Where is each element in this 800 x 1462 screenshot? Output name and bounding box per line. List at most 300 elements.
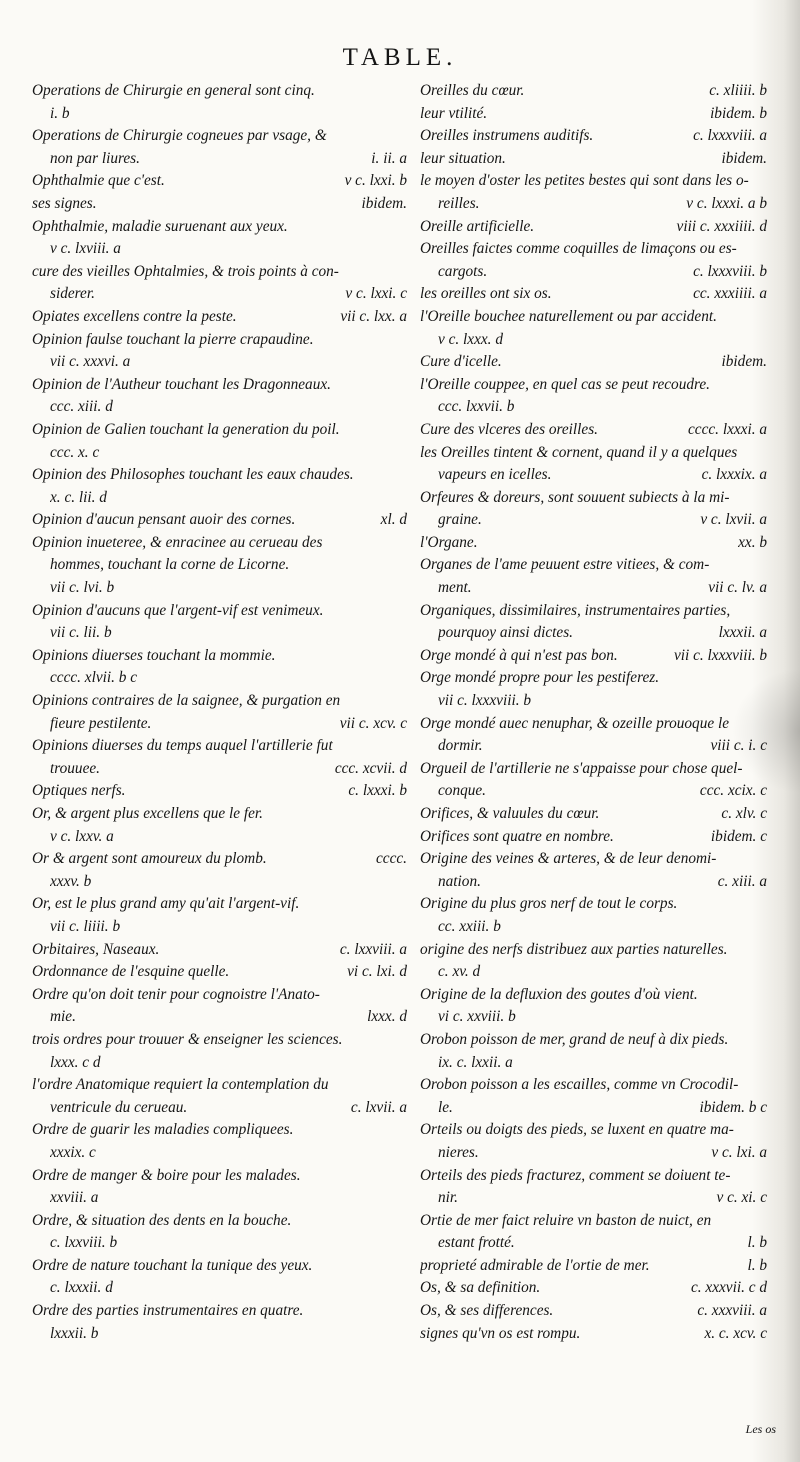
entry-text: siderer. — [50, 285, 95, 303]
entry-text: Oreilles faictes comme coquilles de limaçons ou es- — [420, 240, 737, 258]
entry-line — [32, 690, 407, 713]
entry-line — [32, 758, 407, 781]
entry-text: reilles. — [438, 194, 480, 212]
entry-line — [32, 780, 407, 803]
index-entry — [32, 939, 407, 962]
index-entry — [420, 893, 767, 938]
entry-text: les Oreilles tintent & cornent, quand il y a quelques — [420, 443, 738, 461]
entry-text: Ordre de guarir les maladies compliquees. — [32, 1121, 294, 1139]
entry-text: xxxv. b — [50, 872, 92, 890]
index-entry — [420, 103, 767, 126]
page-reference: ccc. xcvii. d — [334, 759, 407, 777]
page-reference: c. lxxviii. a — [339, 940, 407, 958]
catchword: Les os — [745, 1422, 776, 1436]
page-reference: c. xiii. a — [717, 872, 767, 890]
entry-text: Orge mondé propre pour les pestiferez. — [420, 669, 660, 687]
index-entry — [32, 600, 407, 645]
entry-text: nieres. — [438, 1143, 479, 1161]
entry-line — [32, 803, 407, 826]
entry-text: lxxxii. b — [50, 1324, 99, 1342]
entry-line — [420, 916, 767, 939]
page-reference: v c. lxxi. b — [344, 172, 407, 190]
entry-line — [420, 871, 767, 894]
entry-text: Optiques nerfs. — [32, 782, 126, 800]
entry-text: estant frotté. — [438, 1234, 515, 1252]
index-entry — [32, 419, 407, 464]
entry-line — [420, 170, 767, 193]
page-reference: viii c. i. c — [710, 737, 767, 755]
entry-line — [32, 148, 407, 171]
entry-text: Orifices sont quatre en nombre. — [420, 827, 614, 845]
entry-line — [32, 984, 407, 1007]
entry-text: Orteils des pieds fracturez, comment se doiuent te- — [420, 1166, 731, 1184]
page-reference: c. xliiii. b — [709, 82, 767, 99]
entry-line — [32, 600, 407, 623]
entry-text: Ophthalmie, maladie suruenant aux yeux. — [32, 217, 288, 235]
entry-line — [420, 509, 767, 532]
page-reference: xl. d — [380, 511, 407, 529]
page-reference: v c. lxi. a — [711, 1143, 767, 1161]
index-entry — [420, 125, 767, 148]
entry-text: Orteils ou doigts des pieds, se luxent en quatre ma- — [420, 1121, 734, 1139]
index-entry — [32, 1255, 407, 1300]
entry-text: Opinions contraires de la saignee, & purgation en — [32, 692, 341, 710]
entry-text: Oreille artificielle. — [420, 217, 535, 235]
entry-text: cc. xxiii. b — [438, 917, 501, 935]
page-reference: i. ii. a — [371, 149, 407, 167]
entry-line — [32, 170, 407, 193]
index-entry — [420, 419, 767, 442]
entry-text: Cure d'icelle. — [420, 353, 502, 371]
entry-line — [32, 374, 407, 397]
entry-text: vii c. xxxvi. a — [50, 353, 131, 371]
index-entry — [32, 532, 407, 600]
entry-text: Opinions diuerses touchant la mommie. — [32, 646, 276, 664]
entry-line — [420, 735, 767, 758]
index-entry — [420, 487, 767, 532]
entry-text: Opinion de Galien touchant la generation du poil. — [32, 420, 340, 438]
entry-line — [420, 238, 767, 261]
entry-line — [32, 1006, 407, 1029]
entry-text: le moyen d'oster les petites bestes qui sont dans les o- — [420, 172, 749, 190]
entry-text: mie. — [50, 1008, 76, 1026]
entry-line — [32, 1119, 407, 1142]
index-entry — [32, 735, 407, 780]
entry-line — [420, 713, 767, 736]
index-entry — [32, 893, 407, 938]
entry-text: Opinion faulse touchant la pierre crapaudine. — [32, 330, 314, 348]
index-entry — [420, 170, 767, 215]
index-entry — [420, 826, 767, 849]
index-entry — [32, 80, 407, 125]
entry-line — [32, 826, 407, 849]
entry-text: hommes, touchant la corne de Licorne. — [50, 556, 290, 574]
entry-text: cargots. — [438, 262, 488, 280]
entry-text: vi c. xxviii. b — [438, 1008, 516, 1026]
entry-line — [32, 216, 407, 239]
page-reference: lxxx. d — [367, 1008, 407, 1026]
entry-line — [420, 803, 767, 826]
index-entry — [32, 803, 407, 848]
entry-line — [32, 351, 407, 374]
page-reference: ibidem. — [721, 149, 767, 167]
entry-text: Orobon poisson a les escailles, comme vn Crocodil- — [420, 1076, 739, 1094]
page-reference: ccc. xcix. c — [699, 782, 767, 800]
page-reference: c. xxxviii. a — [697, 1302, 767, 1320]
entry-line — [32, 306, 407, 329]
entry-text: Organiques, dissimilaires, instrumentaires parties, — [420, 601, 731, 619]
entry-line — [32, 1323, 407, 1346]
index-entry — [420, 351, 767, 374]
entry-text: Operations de Chirurgie cogneues par vsage, & — [32, 127, 327, 145]
entry-text: Or & argent sont amoureux du plomb. — [32, 850, 267, 868]
index-entry — [32, 509, 407, 532]
entry-text: ccc. xiii. d — [50, 398, 113, 416]
index-entry — [420, 1323, 767, 1346]
entry-text: l'Oreille bouchee naturellement ou par accident. — [420, 307, 717, 325]
entry-line — [32, 667, 407, 690]
entry-line — [420, 1232, 767, 1255]
entry-text: pourquoy ainsi dictes. — [438, 624, 573, 642]
entry-line — [32, 554, 407, 577]
entry-text: Origine de la defluxion des goutes d'où vient. — [420, 985, 698, 1003]
page-reference: xx. b — [738, 533, 767, 551]
entry-text: v c. lxviii. a — [50, 240, 121, 258]
page-reference: ibidem. b — [710, 104, 767, 122]
entry-line — [32, 532, 407, 555]
entry-line — [420, 667, 767, 690]
entry-text: Os, & ses differences. — [420, 1302, 554, 1320]
entry-text: le. — [438, 1098, 453, 1116]
entry-text: leur vtilité. — [420, 104, 488, 122]
entry-text: graine. — [438, 511, 482, 529]
entry-line — [32, 1165, 407, 1188]
entry-text: Opinion des Philosophes touchant les eaux chaudes. — [32, 466, 354, 484]
entry-text: ses signes. — [32, 194, 97, 212]
entry-text: nation. — [438, 872, 481, 890]
index-entry — [420, 238, 767, 283]
index-entry — [32, 1165, 407, 1210]
entry-line — [420, 554, 767, 577]
entry-line — [420, 758, 767, 781]
entry-line — [32, 1029, 407, 1052]
entry-line — [420, 1074, 767, 1097]
entry-line — [420, 80, 767, 103]
entry-text: Opinion d'aucuns que l'argent-vif est venimeux. — [32, 601, 324, 619]
entry-text: l'Oreille couppee, en quel cas se peut recoudre. — [420, 375, 710, 393]
entry-line — [420, 1300, 767, 1323]
entry-text: Cure des vlceres des oreilles. — [420, 420, 598, 438]
entry-text: Orifices, & valuules du cœur. — [420, 805, 600, 822]
index-entry — [420, 80, 767, 103]
entry-line — [32, 713, 407, 736]
entry-line — [420, 848, 767, 871]
index-entry — [420, 1277, 767, 1300]
entry-line — [420, 1187, 767, 1210]
entry-text: Or, & argent plus excellens que le fer. — [32, 805, 263, 822]
entry-line — [420, 1210, 767, 1233]
entry-line — [32, 487, 407, 510]
page-title: TABLE. — [342, 44, 458, 71]
entry-text: c. lxxviii. b — [50, 1234, 118, 1252]
entry-text: i. b — [50, 104, 70, 122]
entry-line — [32, 1210, 407, 1233]
entry-text: l'Organe. — [420, 533, 478, 551]
entry-text: Opinion de l'Autheur touchant les Dragonneaux. — [32, 375, 331, 393]
entry-line — [32, 509, 407, 532]
index-entry — [420, 1074, 767, 1119]
index-entry — [32, 690, 407, 735]
entry-line — [32, 396, 407, 419]
entry-line — [420, 893, 767, 916]
entry-text: Origine du plus gros nerf de tout le corps. — [420, 895, 678, 913]
index-entry — [420, 532, 767, 555]
page-reference: v c. xi. c — [716, 1189, 767, 1207]
entry-line — [420, 1029, 767, 1052]
entry-text: Orfeures & doreurs, sont souuent subiects à la mi- — [420, 488, 730, 506]
entry-text: Oreilles du cœur. — [420, 82, 525, 99]
index-entry — [420, 667, 767, 712]
page-reference: v c. lxxxi. a b — [686, 194, 767, 212]
index-entry — [32, 261, 407, 306]
entry-line — [420, 1006, 767, 1029]
index-entry — [32, 1119, 407, 1164]
page-reference: c. lxxxi. b — [348, 782, 407, 800]
page-reference: c. lxvii. a — [350, 1098, 407, 1116]
entry-text: ix. c. lxxii. a — [438, 1053, 513, 1071]
index-entry — [420, 645, 767, 668]
entry-text: Ordre de nature touchant la tunique des yeux. — [32, 1256, 313, 1274]
page-reference: c. xlv. c — [721, 805, 767, 822]
entry-line — [420, 622, 767, 645]
entry-text: l'ordre Anatomique requiert la contemplation du — [32, 1076, 329, 1094]
entry-text: xxviii. a — [50, 1189, 99, 1207]
index-entry — [32, 170, 407, 193]
page-reference: v c. lxvii. a — [700, 511, 767, 529]
entry-line — [32, 961, 407, 984]
entry-text: Operations de Chirurgie en general sont cinq. — [32, 82, 315, 99]
entry-line — [420, 193, 767, 216]
entry-text: Orge mondé auec nenuphar, & ozeille prouoque le — [420, 714, 729, 732]
entry-line — [32, 916, 407, 939]
entry-text: conque. — [438, 782, 486, 800]
entry-line — [420, 780, 767, 803]
index-entry — [32, 984, 407, 1029]
entry-line — [420, 1277, 767, 1300]
entry-text: Orge mondé à qui n'est pas bon. — [420, 646, 618, 664]
entry-text: proprieté admirable de l'ortie de mer. — [420, 1256, 650, 1274]
entry-line — [420, 148, 767, 171]
page-reference: vii c. lxx. a — [340, 307, 407, 325]
entry-text: Ordre qu'on doit tenir pour cognoistre l'Anato- — [32, 985, 320, 1003]
entry-line — [420, 464, 767, 487]
entry-text: Ophthalmie que c'est. — [32, 172, 165, 190]
index-entry — [32, 329, 407, 374]
entry-line — [420, 826, 767, 849]
index-entry — [420, 1029, 767, 1074]
page-reference: vii c. xcv. c — [339, 714, 407, 732]
entry-line — [32, 871, 407, 894]
entry-line — [420, 351, 767, 374]
entry-line — [32, 1255, 407, 1278]
entry-line — [420, 600, 767, 623]
entry-line — [32, 1277, 407, 1300]
entry-text: lxxx. c d — [50, 1053, 101, 1071]
index-entry — [32, 848, 407, 893]
entry-text: vii c. lvi. b — [50, 579, 115, 597]
page-reference: ibidem. — [361, 194, 407, 212]
entry-text: dormir. — [438, 737, 483, 755]
entry-text: Orobon poisson de mer, grand de neuf à dix pieds. — [420, 1030, 729, 1048]
page-reference: cccc. lxxxi. a — [688, 420, 767, 438]
page-reference: x. c. xcv. c — [704, 1324, 767, 1342]
index-entry — [420, 939, 767, 984]
index-entry — [420, 1119, 767, 1164]
page-reference: l. b — [747, 1256, 767, 1274]
page-reference: c. lxxxix. a — [701, 466, 767, 484]
entry-text: c. xv. d — [438, 963, 481, 981]
entry-line — [420, 374, 767, 397]
index-entry — [32, 1300, 407, 1345]
index-entry — [32, 306, 407, 329]
entry-text: Ordonnance de l'esquine quelle. — [32, 963, 230, 981]
entry-line — [32, 939, 407, 962]
entry-text: les oreilles ont six os. — [420, 285, 552, 303]
entry-line — [420, 690, 767, 713]
entry-text: ventricule du cerueau. — [50, 1098, 188, 1116]
entry-line — [420, 532, 767, 555]
entry-text: fieure pestilente. — [50, 714, 152, 732]
entry-line — [420, 306, 767, 329]
entry-text: vapeurs en icelles. — [438, 466, 552, 484]
page-reference: cc. xxxiiii. a — [693, 285, 767, 303]
entry-text: Ordre de manger & boire pour les malades. — [32, 1166, 301, 1184]
entry-text: Or, est le plus grand amy qu'ait l'argent-vif. — [32, 895, 300, 913]
page-reference: cccc. — [376, 850, 407, 868]
index-entry — [32, 125, 407, 170]
entry-text: trouuee. — [50, 759, 100, 777]
page-reference: vii c. lxxxviii. b — [673, 646, 767, 664]
entry-line — [420, 1119, 767, 1142]
entry-text: x. c. lii. d — [50, 488, 107, 506]
entry-text: Ortie de mer faict reluire vn baston de nuict, en — [420, 1211, 712, 1229]
entry-line — [32, 848, 407, 871]
index-entry — [32, 1210, 407, 1255]
entry-text: signes qu'vn os est rompu. — [420, 1324, 581, 1342]
entry-text: Ordre des parties instrumentaires en quatre. — [32, 1302, 304, 1320]
entry-text: vii c. liiii. b — [50, 917, 121, 935]
index-entry — [32, 961, 407, 984]
entry-line — [32, 735, 407, 758]
entry-line — [420, 283, 767, 306]
entry-text: cccc. xlvii. b c — [50, 669, 138, 687]
entry-text: ment. — [438, 579, 472, 597]
entry-text: c. lxxxii. d — [50, 1279, 113, 1297]
index-entry — [420, 1210, 767, 1255]
entry-line — [32, 622, 407, 645]
entry-line — [420, 984, 767, 1007]
page-reference: ibidem. b c — [699, 1098, 767, 1116]
index-entry — [420, 713, 767, 758]
entry-line — [32, 1052, 407, 1075]
index-entry — [420, 216, 767, 239]
entry-line — [32, 238, 407, 261]
index-entry — [420, 1300, 767, 1323]
index-entry — [420, 283, 767, 306]
entry-line — [32, 1074, 407, 1097]
index-entry — [32, 645, 407, 690]
entry-text: Opinion d'aucun pensant auoir des cornes. — [32, 511, 296, 529]
entry-line — [420, 103, 767, 126]
entry-line — [420, 1052, 767, 1075]
index-entry — [32, 374, 407, 419]
index-entry — [420, 848, 767, 893]
entry-text: ccc. lxxvii. b — [438, 398, 515, 416]
entry-text: trois ordres pour trouuer & enseigner les sciences. — [32, 1030, 343, 1048]
index-entry — [420, 600, 767, 645]
entry-text: Os, & sa definition. — [420, 1279, 541, 1297]
index-entry — [420, 554, 767, 599]
entry-line — [32, 193, 407, 216]
entry-text: Opiates excellens contre la peste. — [32, 307, 237, 325]
entry-text: xxxix. c — [50, 1143, 96, 1161]
page-reference: viii c. xxxiiii. d — [676, 217, 767, 235]
page-reference: l. b — [747, 1234, 767, 1252]
entry-line — [32, 1232, 407, 1255]
page-reference: ibidem. — [721, 353, 767, 371]
entry-line — [420, 487, 767, 510]
index-entry — [32, 1074, 407, 1119]
entry-text: v c. lxxx. d — [438, 330, 503, 348]
page-reference: c. lxxxviii. b — [693, 262, 767, 280]
entry-text: vii c. lxxxviii. b — [438, 692, 532, 710]
entry-line — [420, 939, 767, 962]
index-entry — [420, 984, 767, 1029]
entry-line — [32, 893, 407, 916]
entry-line — [420, 961, 767, 984]
entry-text: Orgueil de l'artillerie ne s'appaisse pour chose quel- — [420, 759, 743, 777]
entry-text: v c. lxxv. a — [50, 827, 114, 845]
entry-line — [32, 261, 407, 284]
entry-line — [32, 103, 407, 126]
entry-line — [32, 125, 407, 148]
entry-line — [420, 125, 767, 148]
entry-line — [420, 1142, 767, 1165]
entry-line — [32, 577, 407, 600]
page-reference: v c. lxxi. c — [345, 285, 407, 303]
entry-line — [32, 1300, 407, 1323]
entry-line — [32, 645, 407, 668]
entry-line — [420, 577, 767, 600]
index-entry — [420, 306, 767, 351]
entry-line — [32, 419, 407, 442]
page-reference: c. xxxvii. c d — [690, 1279, 767, 1297]
index-column-right — [420, 80, 767, 1345]
index-entry — [420, 803, 767, 826]
entry-line — [420, 396, 767, 419]
entry-text: Opinions diuerses du temps auquel l'artillerie fut — [32, 737, 333, 755]
entry-line — [32, 329, 407, 352]
entry-line — [420, 1323, 767, 1346]
entry-line — [420, 329, 767, 352]
index-entry — [32, 464, 407, 509]
entry-line — [420, 1097, 767, 1120]
index-entry — [32, 780, 407, 803]
entry-text: cure des vieilles Ophtalmies, & trois points à con- — [32, 262, 339, 280]
entry-text: Ordre, & situation des dents en la bouche. — [32, 1211, 292, 1229]
index-entry — [32, 216, 407, 261]
page-reference: vii c. lv. a — [708, 579, 767, 597]
